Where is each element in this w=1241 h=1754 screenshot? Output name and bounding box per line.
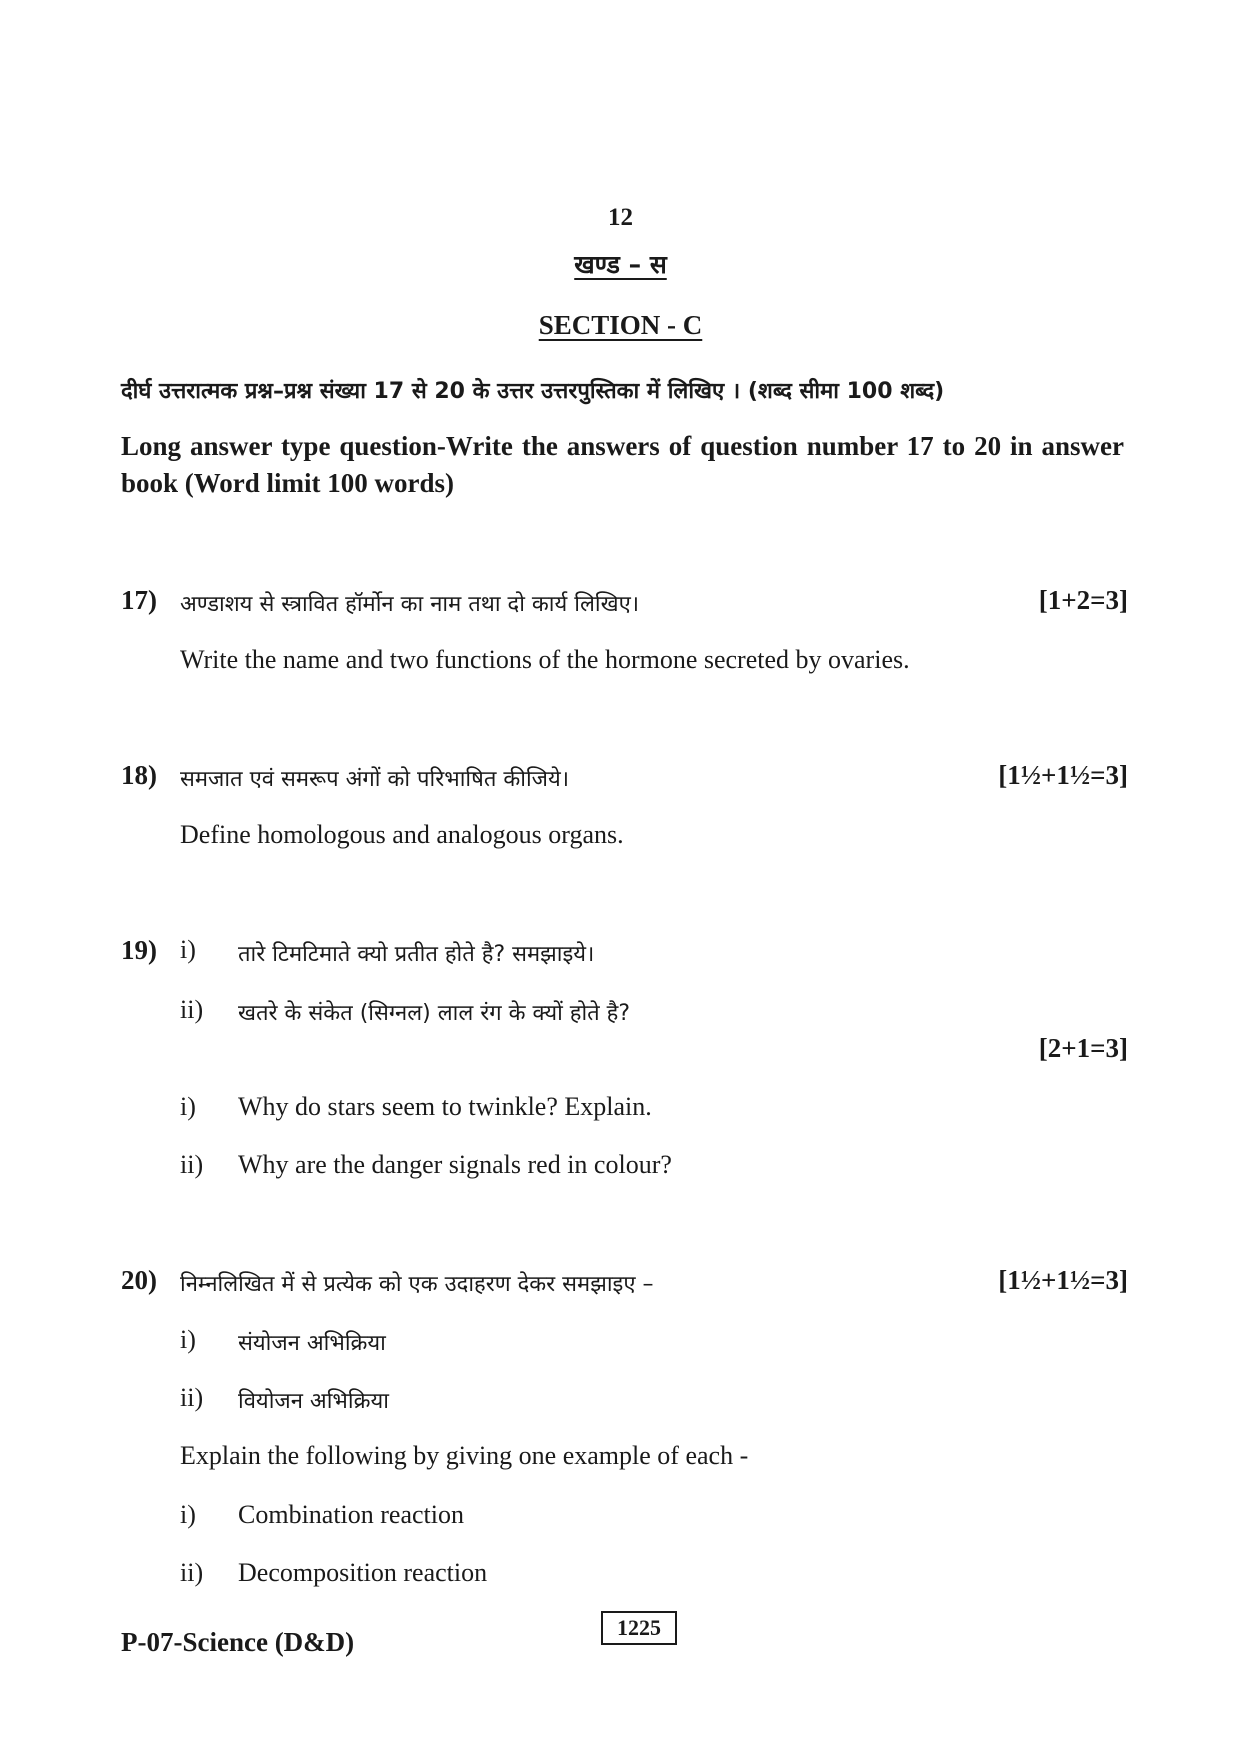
question-20-hindi-part-label: i) — [180, 1325, 196, 1354]
question-20-hindi-part-label: ii) — [180, 1383, 204, 1412]
serial-number-box: 1225 — [601, 1611, 677, 1645]
question-20-hindi-part-text: संयोजन अभिक्रिया — [238, 1331, 386, 1356]
question-17-number: 17) — [121, 585, 157, 615]
question-19-number: 19) — [121, 935, 157, 965]
question-19-hindi-part-label: i) — [180, 935, 196, 964]
question-20-english-part-label: i) — [180, 1500, 196, 1529]
question-19-english-part-label: i) — [180, 1092, 196, 1121]
question-19-hindi-part-text: खतरे के संकेत (सिग्नल) लाल रंग के क्यों होते है? — [238, 1001, 631, 1026]
question-19-marks: [2+1=3] — [1038, 1033, 1128, 1063]
question-20-english: Explain the following by giving one example of each - — [180, 1441, 749, 1470]
question-18-marks: [1½+1½=3] — [998, 760, 1128, 790]
question-20-hindi: निम्नलिखित में से प्रत्येक को एक उदाहरण देकर समझाइए – — [180, 1272, 654, 1297]
question-18-english: Define homologous and analogous organs. — [180, 820, 624, 849]
section-title-hindi — [0, 247, 1241, 281]
page-number: 12 — [608, 204, 633, 231]
question-20-marks: [1½+1½=3] — [998, 1265, 1128, 1295]
instruction-english: Long answer type question-Write the answers of question number 17 to 20 in answer book (Word limit 100 words) — [121, 431, 1124, 498]
question-20-english-part-label: ii) — [180, 1558, 204, 1587]
question-19-hindi-part-text: तारे टिमटिमाते क्यो प्रतीत होते है? समझाइये। — [238, 942, 595, 967]
question-20-number: 20) — [121, 1265, 157, 1295]
section-title-hindi-text: खण्ड – स — [574, 250, 667, 279]
question-20-english-part-text: Decomposition reaction — [238, 1558, 488, 1587]
instruction-hindi: दीर्घ उत्तरात्मक प्रश्न–प्रश्न संख्या 17 से 20 के उत्तर उत्तरपुस्तिका में लिखिए । (शब्द सीमा 100 शब्द) — [121, 379, 945, 404]
question-19-english-part-text: Why do stars seem to twinkle? Explain. — [238, 1092, 652, 1121]
question-20-hindi-part-text: वियोजन अभिक्रिया — [238, 1389, 389, 1414]
question-18-hindi: समजात एवं समरूप अंगों को परिभाषित कीजिये। — [180, 767, 570, 792]
question-19-hindi-part-label: ii) — [180, 995, 204, 1024]
question-20-english-part-text: Combination reaction — [238, 1500, 465, 1529]
question-17-hindi: अण्डाशय से स्त्रावित हॉर्मोन का नाम तथा दो कार्य लिखिए। — [180, 592, 640, 617]
question-17-english: Write the name and two functions of the hormone secreted by ovaries. — [180, 645, 910, 674]
question-17-marks: [1+2=3] — [1038, 585, 1128, 615]
question-18-number: 18) — [121, 760, 157, 790]
paper-code: P-07-Science (D&D) — [121, 1627, 355, 1657]
question-19-english-part-text: Why are the danger signals red in colour? — [238, 1150, 672, 1179]
question-19-english-part-label: ii) — [180, 1150, 204, 1179]
section-title-english: SECTION - C — [538, 310, 703, 340]
